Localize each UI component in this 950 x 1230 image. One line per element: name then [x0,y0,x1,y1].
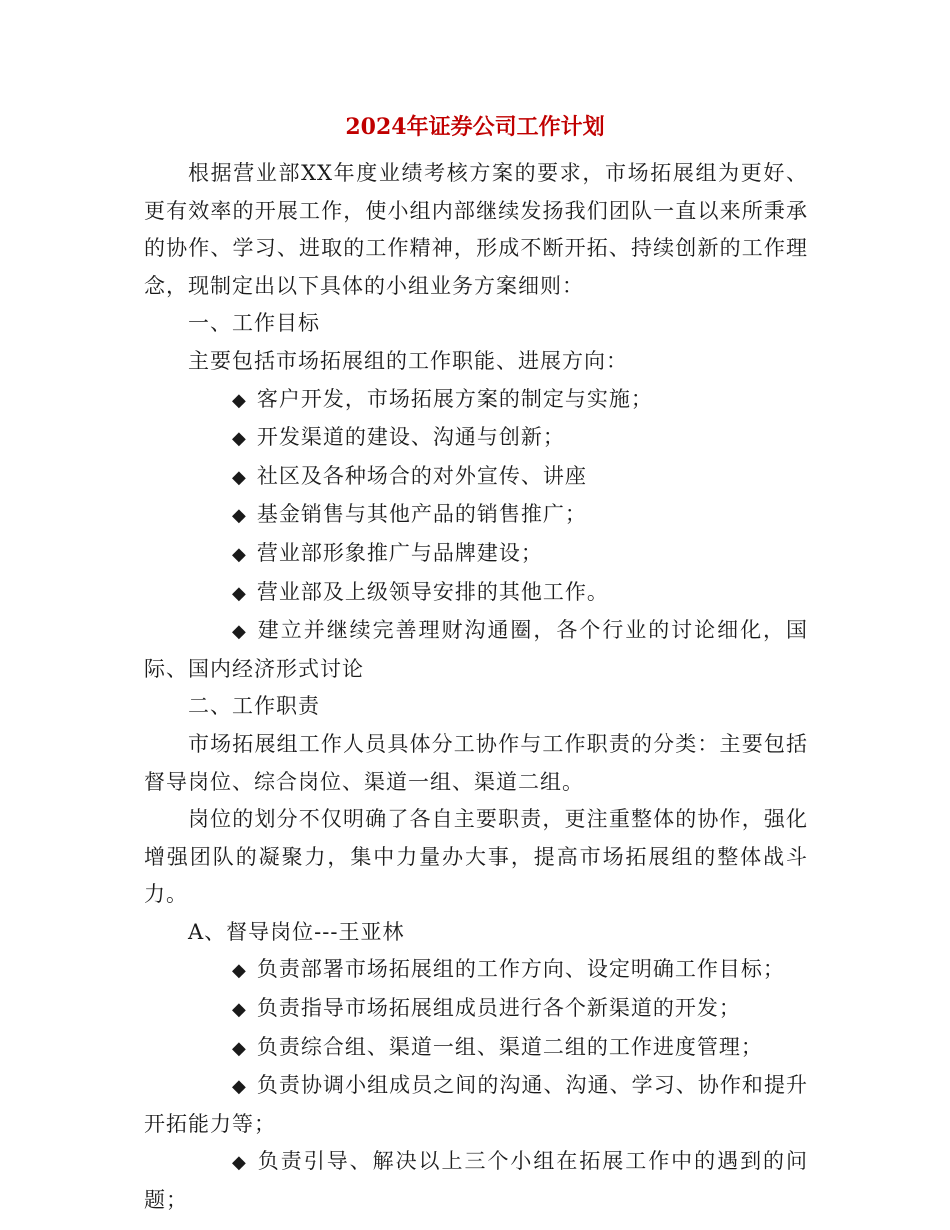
diamond-bullet-icon: ◆ [232,466,247,488]
bullet-text: 社区及各种场合的对外宣传、讲座 [256,463,587,488]
bullet-item [144,381,808,420]
bullet-item [144,419,808,458]
paragraph: 市场拓展组工作人员具体分工协作与工作职责的分类：主要包括督导岗位、综合岗位、渠道一组、渠道二组。 [144,731,808,794]
bullet-item [144,496,808,535]
diamond-bullet-icon: ◆ [232,1152,247,1174]
bullet-text: 开发渠道的建设、沟通与创新； [256,425,565,450]
document-body [144,155,808,1220]
bullet-item [144,1067,808,1143]
bullet-item [144,612,808,688]
paragraph: 主要包括市场拓展组的工作职能、进展方向： [188,348,628,373]
diamond-bullet-icon: ◆ [232,621,247,643]
bullet-text: 负责部署市场拓展组的工作方向、设定明确工作目标； [256,957,785,982]
paragraph: 根据营业部XX年度业绩考核方案的要求，市场拓展组为更好、更有效率的开展工作，使小组内部继续发扬我们团队一直以来所秉承的协作、学习、进取的工作精神，形成不断开拓、持续创新的工作理念，现制定出以下具体的小组业务方案细则： [144,161,808,298]
diamond-bullet-icon: ◆ [232,543,247,565]
paragraph: 岗位的划分不仅明确了各自主要职责，更注重整体的协作，强化增强团队的凝聚力，集中力量办大事，提高市场拓展组的整体战斗力。 [144,807,808,907]
bullet-text: 营业部及上级领导安排的其他工作。 [256,579,609,604]
bullet-item [144,990,808,1029]
bullet-text: 负责指导市场拓展组成员进行各个新渠道的开发； [256,996,741,1021]
diamond-bullet-icon: ◆ [232,505,247,527]
diamond-bullet-icon: ◆ [232,999,247,1021]
bullet-item [144,1143,808,1219]
diamond-bullet-icon: ◆ [232,428,247,450]
paragraph: 一、工作目标 [188,311,320,336]
bullet-text: 负责综合组、渠道一组、渠道二组的工作进度管理； [256,1034,763,1059]
bullet-text: 负责协调小组成员之间的沟通、沟通、学习、协作和提升开拓能力等； [144,1073,808,1136]
bullet-text: 建立并继续完善理财沟通圈，各个行业的讨论细化，国际、国内经济形式讨论 [144,618,808,681]
bullet-text: 营业部形象推广与品牌建设； [256,540,543,565]
diamond-bullet-icon: ◆ [232,389,247,411]
diamond-bullet-icon: ◆ [232,960,247,982]
paragraph: A、督导岗位---王亚林 [188,919,405,944]
document-title: 2024年证券公司工作计划 [345,114,605,140]
bullet-item [144,458,808,497]
diamond-bullet-icon: ◆ [232,582,247,604]
diamond-bullet-icon: ◆ [232,1037,247,1059]
bullet-text: 客户开发，市场拓展方案的制定与实施； [256,386,653,411]
bullet-item [144,535,808,574]
bullet-item [144,951,808,990]
paragraph: 二、工作职责 [188,694,320,719]
diamond-bullet-icon: ◆ [232,1076,247,1098]
bullet-text: 基金销售与其他产品的销售推广； [256,502,587,527]
bullet-item [144,574,808,613]
bullet-item [144,1029,808,1068]
bullet-text: 负责引导、解决以上三个小组在拓展工作中的遇到的问题； [144,1149,808,1213]
